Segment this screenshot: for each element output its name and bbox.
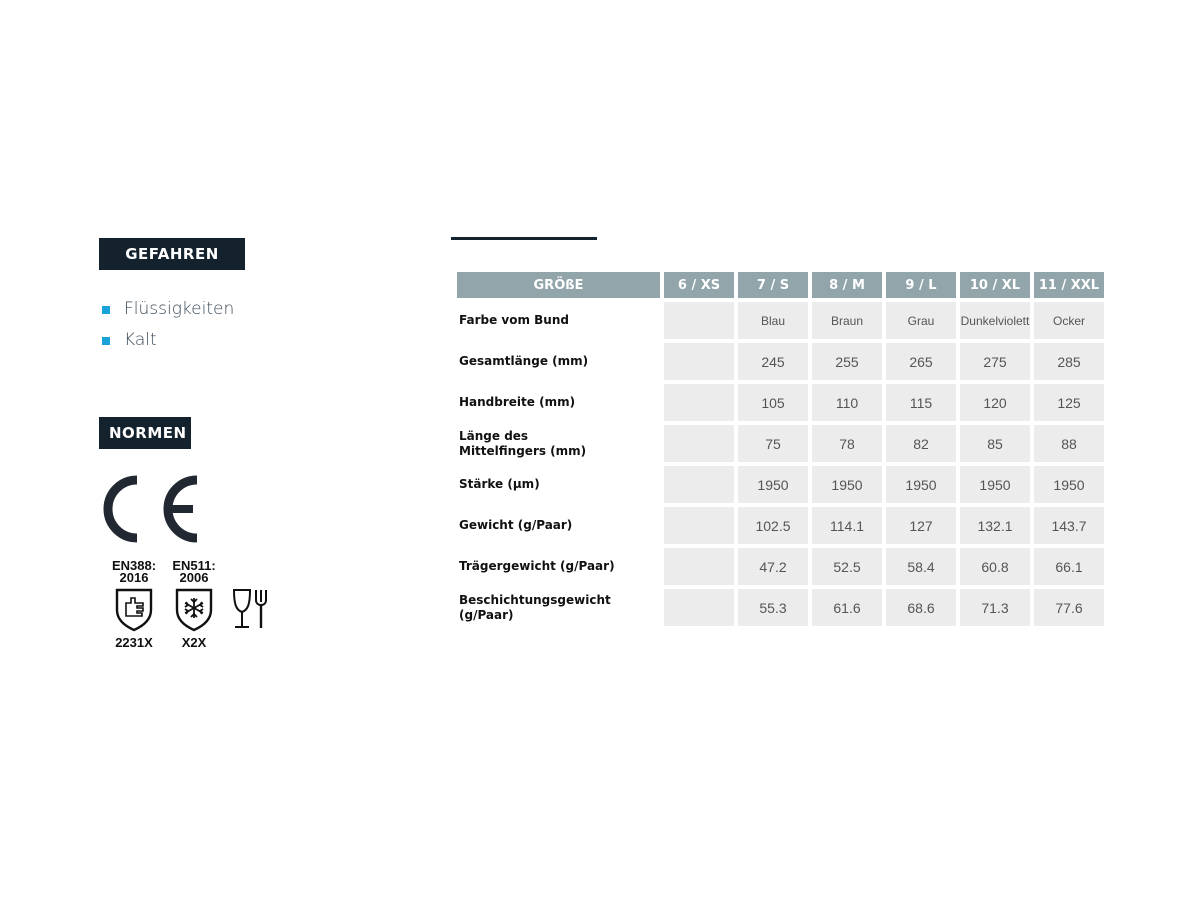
table-cell: 82	[886, 425, 956, 462]
row-label: Beschichtungsgewicht (g/Paar)	[459, 592, 611, 622]
size-column-header: 8 / M	[812, 272, 882, 298]
table-cell: Grau	[886, 302, 956, 339]
table-cell: Blau	[738, 302, 808, 339]
hazard-item-label: Kalt	[124, 330, 157, 350]
table-cell: 78	[812, 425, 882, 462]
table-cell: 125	[1034, 384, 1104, 421]
table-cell: 105	[738, 384, 808, 421]
table-cell: 114.1	[812, 507, 882, 544]
en388-performance: 2231X	[115, 635, 153, 650]
table-cell: 47.2	[738, 548, 808, 585]
row-label: Gesamtlänge (mm)	[459, 354, 589, 368]
row-label: Gewicht (g/Paar)	[459, 518, 573, 532]
en388-code-line2: 2016	[119, 570, 149, 585]
table-cell: 127	[886, 507, 956, 544]
size-column-header: 11 / XXL	[1034, 272, 1104, 298]
table-cell	[664, 507, 734, 544]
table-cell: 68.6	[886, 589, 956, 626]
table-cell: 77.6	[1034, 589, 1104, 626]
table-cell: 132.1	[960, 507, 1030, 544]
ce-mark-icon	[103, 474, 203, 544]
table-cell: 1950	[960, 466, 1030, 503]
en511-code-line1: EN511:	[172, 558, 216, 573]
table-cell: 71.3	[960, 589, 1030, 626]
table-cell: 75	[738, 425, 808, 462]
table-cell: 1950	[812, 466, 882, 503]
table-cell: 58.4	[886, 548, 956, 585]
bullet-icon	[102, 337, 110, 345]
en388-norm	[106, 560, 162, 650]
table-row	[457, 589, 1104, 626]
table-cell: 66.1	[1034, 548, 1104, 585]
hazard-item	[101, 327, 234, 358]
size-column-header: 7 / S	[738, 272, 808, 298]
table-cell: 1950	[738, 466, 808, 503]
table-cell: 52.5	[812, 548, 882, 585]
size-column-header: 10 / XL	[960, 272, 1030, 298]
size-table	[453, 268, 1108, 630]
table-cell: 265	[886, 343, 956, 380]
table-cell: 85	[960, 425, 1030, 462]
table-cell: Dunkelviolett	[960, 302, 1030, 339]
norms-badge: NORMEN	[99, 417, 191, 449]
size-header-label: GRÖßE	[457, 272, 660, 298]
table-cell: 120	[960, 384, 1030, 421]
table-row	[457, 507, 1104, 544]
table-cell: 285	[1034, 343, 1104, 380]
table-cell	[664, 466, 734, 503]
table-cell: Braun	[812, 302, 882, 339]
table-cell	[664, 343, 734, 380]
table-row	[457, 548, 1104, 585]
hazard-item	[101, 296, 234, 327]
table-cell: 88	[1034, 425, 1104, 462]
table-cell: 143.7	[1034, 507, 1104, 544]
table-cell	[664, 384, 734, 421]
accent-divider	[451, 237, 597, 240]
table-row	[457, 384, 1104, 421]
row-label: Länge des Mittelfingers (mm)	[459, 428, 587, 458]
glass-fork-food-safe-icon	[230, 586, 272, 632]
row-label: Trägergewicht (g/Paar)	[459, 559, 615, 573]
table-cell: 60.8	[960, 548, 1030, 585]
table-cell	[664, 589, 734, 626]
glove-hand-shield-icon	[113, 586, 155, 632]
table-cell: 110	[812, 384, 882, 421]
hazard-list	[101, 296, 234, 358]
en511-performance: X2X	[181, 635, 207, 650]
table-cell: 245	[738, 343, 808, 380]
table-cell: 102.5	[738, 507, 808, 544]
table-cell	[664, 548, 734, 585]
table-cell: 61.6	[812, 589, 882, 626]
table-row	[457, 425, 1104, 462]
table-row	[457, 466, 1104, 503]
en511-norm	[166, 560, 222, 650]
en511-code-line2: 2006	[179, 570, 209, 585]
table-cell: 55.3	[738, 589, 808, 626]
snowflake-shield-icon	[173, 586, 215, 632]
row-label: Handbreite (mm)	[459, 395, 576, 409]
bullet-icon	[102, 306, 110, 314]
size-column-header: 6 / XS	[664, 272, 734, 298]
table-row	[457, 343, 1104, 380]
table-cell: 255	[812, 343, 882, 380]
table-cell: Ocker	[1034, 302, 1104, 339]
table-cell: 115	[886, 384, 956, 421]
table-header-row	[457, 272, 1104, 298]
table-cell: 275	[960, 343, 1030, 380]
table-row	[457, 302, 1104, 339]
row-label: Farbe vom Bund	[459, 313, 569, 327]
hazard-item-label: Flüssigkeiten	[124, 299, 235, 319]
table-cell	[664, 425, 734, 462]
table-cell	[664, 302, 734, 339]
row-label: Stärke (µm)	[459, 477, 540, 491]
table-cell: 1950	[1034, 466, 1104, 503]
table-cell: 1950	[886, 466, 956, 503]
en388-code-line1: EN388:	[111, 558, 157, 573]
size-column-header: 9 / L	[886, 272, 956, 298]
hazards-badge: GEFAHREN	[99, 238, 245, 270]
table-body	[457, 302, 1104, 626]
